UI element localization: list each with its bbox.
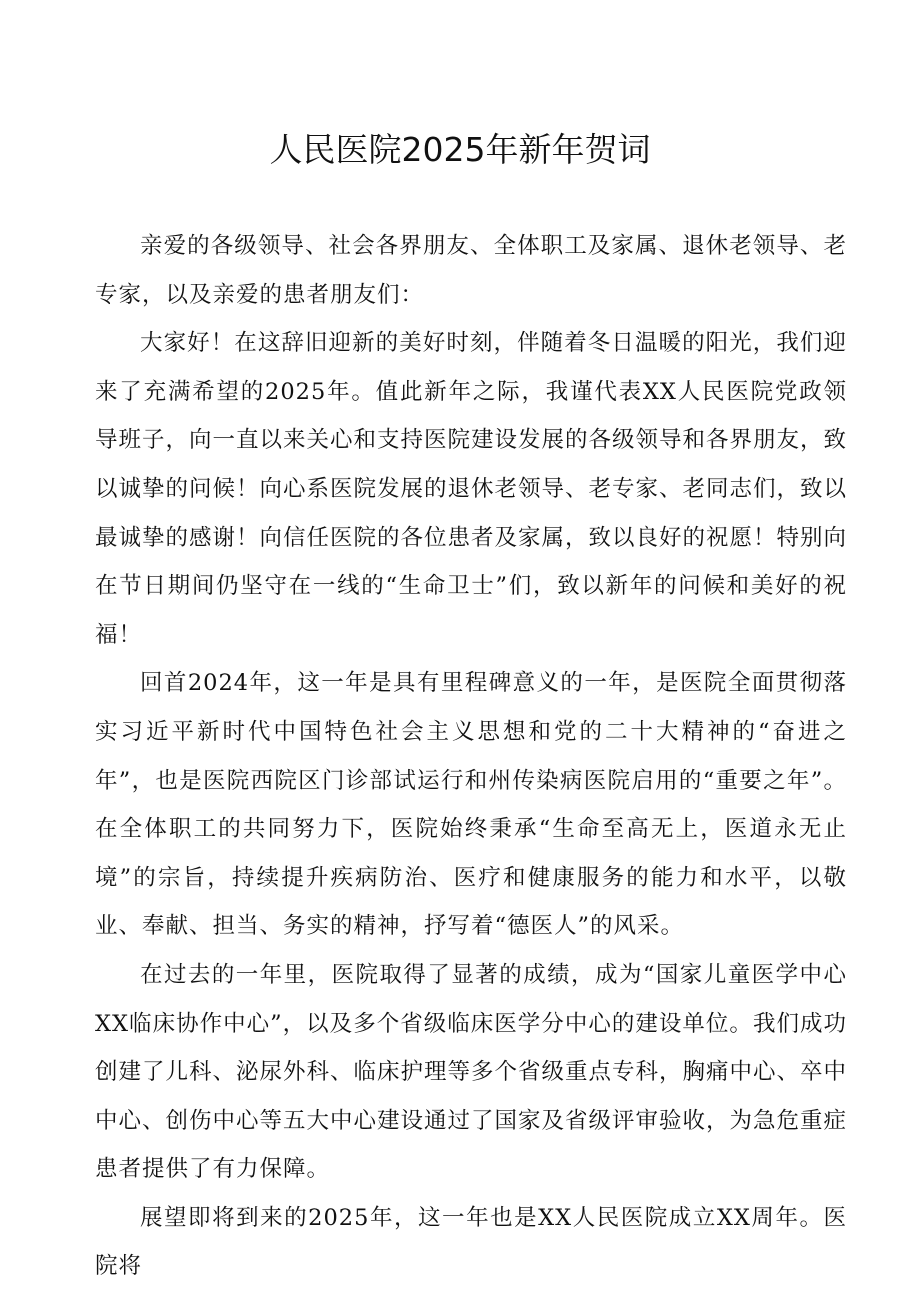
paragraph-new-year-wishes: 大家好！在这辞旧迎新的美好时刻，伴随着冬日温暖的阳光，我们迎来了充满希望的2025年。值此新年之际，我谨代表XX人民医院党政领导班子，向一直以来关心和支持医院建设发展的各级领导和各界朋友，致以诚挚的问候！向心系医院发展的退休老领导、老专家、老同志们，致以最诚挚的感谢！向信任医院的各位患者及家属，致以良好的祝愿！特别向在节日期间仍坚守在一线的“生命卫士”们，致以新年的问候和美好的祝福！ [95,330,848,648]
document-title: 人民医院2025年新年贺词 [269,130,651,169]
paragraph-review-2024: 回首2024年，这一年是具有里程碑意义的一年，是医院全面贯彻落实习近平新时代中国特色社会主义思想和党的二十大精神的“奋进之年”，也是医院西院区门诊部试运行和州传染病医院启用的“重要之年”。在全体职工的共同努力下，医院始终秉承“生命至高无上，医道永无止境”的宗旨，持续提升疾病防治、医疗和健康服务的能力和水平，以敬业、奉献、担当、务实的精神，抒写着“德医人”的风采。 [95,670,847,940]
paragraph-achievements: 在过去的一年里，医院取得了显著的成绩，成为“国家儿童医学中心XX临床协作中心”，以及多个省级临床医学分中心的建设单位。我们成功创建了儿科、泌尿外科、临床护理等多个省级重点专科，胸痛中心、卒中中心、创伤中心等五大中心建设通过了国家及省级评审验收，为急危重症患者提供了有力保障。 [95,961,848,1183]
paragraph-greeting: 亲爱的各级领导、社会各界朋友、全体职工及家属、退休老领导、老专家，以及亲爱的患者朋友们： [95,233,847,308]
document-body [95,222,847,1291]
paragraph-outlook-2025: 展望即将到来的2025年，这一年也是XX人民医院成立XX周年。医院将 [95,1204,847,1280]
